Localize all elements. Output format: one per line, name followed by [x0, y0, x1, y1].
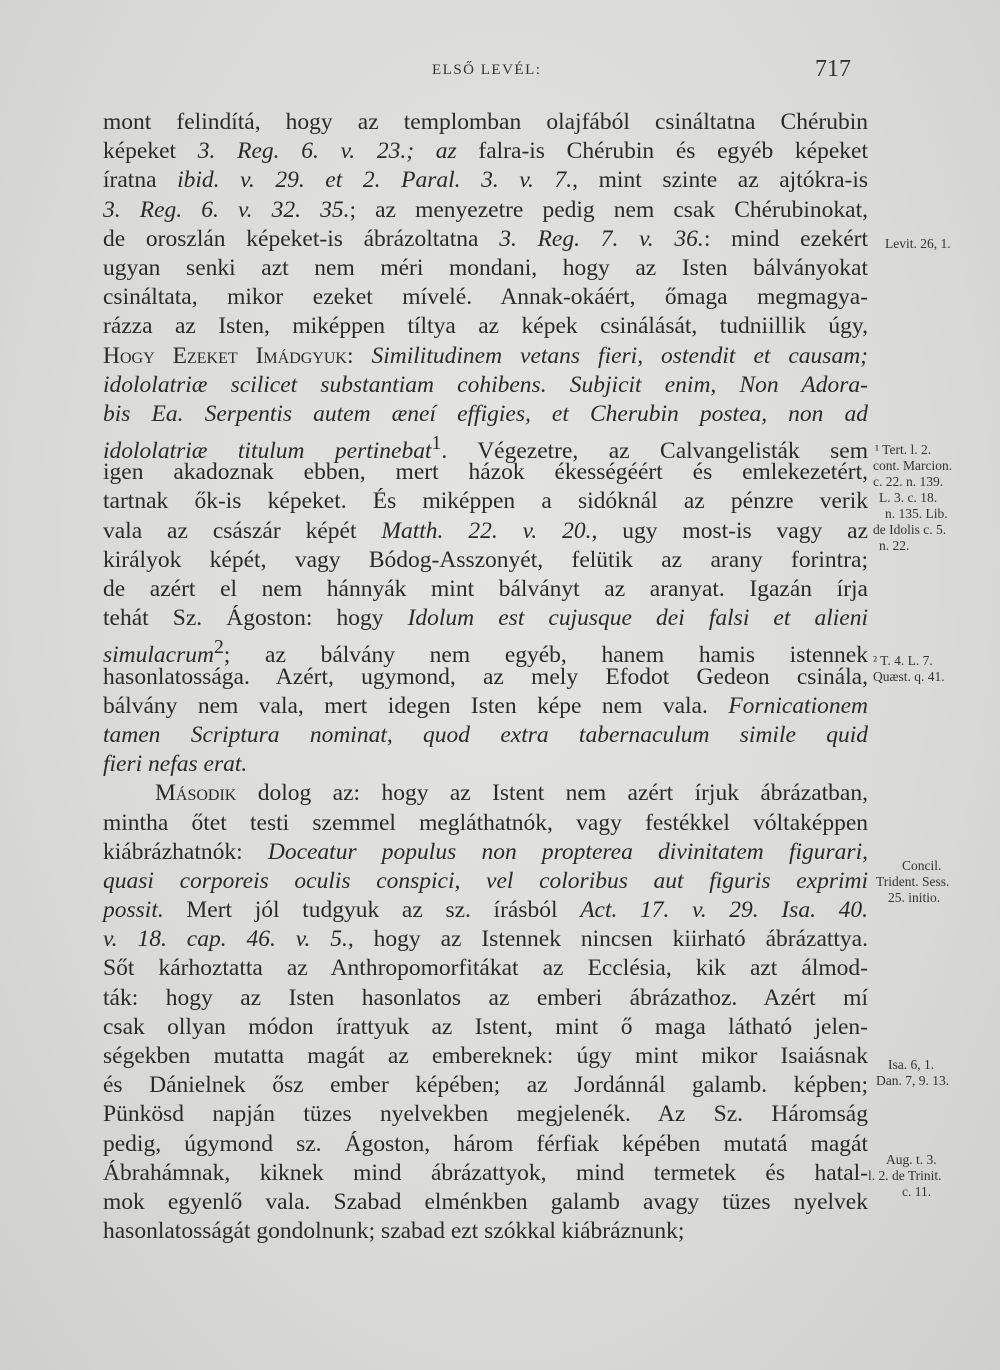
latin-citation: ibid. v. 29. et 2. Paral. 3. v. 7. — [177, 167, 573, 194]
text-line — [103, 1130, 868, 1159]
text-run: de oroszlán képeket-is ábrázoltatna — [103, 225, 500, 252]
text-line — [103, 400, 868, 429]
margin-note-line: ¹ Tert. l. 2. — [875, 442, 932, 457]
text-run: ugyan senki azt nem méri mondani, hogy az Isten bálványokat — [103, 254, 868, 281]
margin-note-line: c. 11. — [902, 1184, 932, 1199]
footnote-marker: 1 — [431, 433, 442, 455]
text-line — [103, 1100, 868, 1129]
text-run: . Végezetre, az Calvangelisták sem — [441, 437, 868, 464]
margin-note — [876, 858, 949, 906]
text-run: pedig, úgymond sz. Ágoston, három férfiak képében mutatá magát — [103, 1130, 868, 1157]
text-run — [354, 343, 372, 369]
margin-note-line: ² T. 4. L. 7. — [873, 653, 933, 668]
text-run: bálvány nem vala, mert idegen Isten képe nem vala. — [103, 692, 729, 719]
margin-note-line: Aug. t. 3. — [886, 1152, 937, 1167]
latin-citation: 3. Reg. 6. v. 32. 35. — [103, 196, 350, 223]
text-run: mintha őtet testi szemmel megláthatnók, vagy festékkel vóltaképpen — [103, 809, 868, 836]
footnote-marker: 2 — [213, 637, 224, 659]
text-line — [103, 896, 868, 925]
margin-note-line: Dan. 7, 9. 13. — [876, 1073, 950, 1088]
text-run: , mint szinte az ajtókra-is — [572, 167, 868, 194]
margin-note — [868, 1152, 942, 1200]
text-line — [103, 867, 868, 896]
text-run: csak ollyan módon írattyuk az Istent, mint ő maga látható jelen- — [103, 1013, 868, 1040]
latin-citation: idololatriæ titulum pertinebat — [103, 437, 432, 464]
text-line — [103, 166, 868, 195]
text-run: ták: hogy az Isten hasonlatos az emberi ábrázathoz. Azért mí — [103, 984, 868, 1011]
text-run: rázza az Isten, miképpen tíltya az képek csinálását, tudniillik úgy, — [103, 313, 868, 340]
page-number: 717 — [815, 56, 851, 82]
latin-citation: v. 18. cap. 46. v. 5. — [103, 926, 348, 953]
text-run: hasonlatossága. Azért, ugymond, az mely Efodot Gedeon csinála, — [103, 663, 868, 690]
text-line — [103, 692, 868, 721]
latin-citation: 3. Reg. 7. v. 36. — [499, 225, 704, 252]
latin-citation: Doceatur populus non propterea divinitatem figurari, — [267, 838, 868, 865]
latin-citation: fieri nefas erat. — [103, 751, 248, 778]
text-line — [103, 1159, 868, 1188]
margin-note-line: de Idolis c. 5. — [873, 522, 947, 537]
text-line — [103, 1071, 868, 1100]
text-line — [103, 750, 868, 779]
text-line — [103, 517, 868, 546]
margin-note-line: Concil. — [902, 858, 942, 873]
margin-note-line: n. 22. — [879, 538, 910, 553]
text-line — [103, 925, 868, 954]
running-title: ELSŐ LEVÉL: — [432, 62, 542, 78]
margin-note-line: cont. Marcion. — [873, 458, 953, 473]
text-run: királyok képét, vagy Bódog-Asszonyét, felütik az arany forintra; — [103, 546, 868, 573]
text-line — [103, 458, 868, 487]
text-run: igen akadoznak ebben, mert házok ékességéért és emlekezetért, — [103, 459, 868, 486]
text-run: hasonlatosságát gondolnunk; szabad ezt szókkal kiábráznunk; — [103, 1218, 685, 1245]
text-run: : mind ezekért — [703, 225, 868, 252]
text-line — [103, 1188, 868, 1217]
text-line — [103, 312, 868, 341]
text-line — [103, 1217, 868, 1246]
margin-note — [873, 442, 952, 554]
latin-citation: bis Ea. Serpentis autem æneí effigies, et Cherubin postea, non ad — [103, 400, 868, 427]
text-run: Sőt kárhoztatta az Anthropomorfitákat az Ecclésia, kik azt álmod- — [103, 955, 868, 982]
text-run: Mert jól tudgyuk az sz. írásból — [163, 897, 581, 924]
text-line — [103, 838, 868, 867]
text-run: képeket — [103, 138, 198, 165]
margin-note-line: Quæst. q. 41. — [873, 669, 945, 684]
margin-note-line: Isa. 6, 1. — [888, 1057, 935, 1072]
margin-note-line: l. 2. de Trinit. — [868, 1168, 942, 1183]
text-line — [103, 108, 868, 137]
text-run: Ábrahámnak, kiknek mind ábrázattyok, mind termetek és hatal- — [103, 1159, 868, 1186]
text-run: Pünkösd napján tüzes nyelvekben megjelenék. Az Sz. Háromság — [103, 1101, 868, 1128]
text-run: íratna — [103, 167, 178, 194]
latin-citation: Similitudinem vetans fieri, ostendit et causam; — [371, 342, 868, 369]
margin-note-line: Levit. 26, 1. — [885, 236, 951, 251]
text-line — [103, 984, 868, 1013]
text-run — [716, 372, 739, 398]
margin-note-line: 25. initio. — [888, 890, 941, 905]
text-run: , hogy az Istennek nincsen kiirható ábrázattya. — [347, 926, 868, 953]
text-line — [103, 779, 868, 808]
margin-note-line: L. 3. c. 18. — [879, 490, 938, 505]
text-line — [103, 721, 868, 750]
text-line — [103, 225, 868, 254]
text-line — [103, 283, 868, 312]
text-line — [103, 604, 868, 633]
text-line — [103, 429, 868, 464]
margin-note-line: c. 22. n. 139. — [873, 474, 944, 489]
latin-citation: idololatriæ scilicet substantiam cohibens. Subjicit enim, — [103, 371, 717, 398]
text-line — [103, 196, 868, 225]
text-run: vala az császár képét — [103, 517, 382, 544]
text-line — [103, 371, 868, 400]
text-line — [103, 137, 868, 166]
text-run: falra-is Chérubin és egyéb képeket — [456, 138, 869, 165]
margin-note-line: Trident. Sess. — [876, 874, 950, 889]
latin-citation: Non Adora- — [739, 371, 868, 398]
margin-note — [885, 236, 951, 252]
text-line — [103, 809, 868, 838]
latin-citation: Idolum est cujusque dei falsi et alieni — [407, 605, 868, 632]
text-run: de azért el nem hánnyák mint bálványt az aranyat. Igazán írja — [103, 576, 868, 602]
latin-citation: possit. — [103, 897, 164, 924]
margin-note — [873, 653, 945, 685]
latin-citation: Fornicationem — [728, 692, 868, 719]
body-text — [103, 108, 868, 1246]
latin-citation: simulacrum — [103, 642, 214, 669]
text-line — [103, 487, 868, 516]
text-line — [103, 1013, 868, 1042]
text-run: ; az bálvány nem egyéb, hanem hamis istennek — [223, 642, 868, 669]
text-line — [103, 633, 868, 669]
text-run: , ugy most-is vagy az — [591, 517, 868, 544]
text-run: csináltata, mikor ezeket mívelé. Annak-okáért, őmaga megmagya- — [103, 284, 868, 311]
text-line — [103, 954, 868, 983]
text-line — [103, 663, 868, 692]
text-run: tartnak ők-is képeket. És miképpen a sidóknál az pénzre verik — [103, 488, 868, 515]
latin-citation: Matth. 22. v. 20. — [381, 517, 592, 544]
text-line — [103, 546, 868, 575]
text-run: és Dánielnek ősz ember képében; az Jordánnál galamb. képben; — [103, 1072, 868, 1099]
text-run: kiábrázhatnók: — [103, 838, 268, 865]
latin-citation: 3. Reg. 6. v. 23.; az — [197, 138, 457, 165]
small-caps-text: Második — [155, 780, 237, 807]
latin-citation: Act. 17. v. 29. Isa. 40. — [580, 897, 868, 924]
text-line — [103, 254, 868, 283]
small-caps-text: Hogy Ezeket Imádgyuk: — [103, 342, 354, 369]
text-run: dolog az: hogy az Istent nem azért írjuk ábrázatban, — [236, 780, 868, 807]
text-run: mont felindítá, hogy az templomban olajfából csináltatna Chérubin — [103, 109, 868, 135]
text-run: ségekben mutatta magát az embereknek: úgy mint mikor Isaiásnak — [103, 1043, 868, 1069]
text-line — [103, 342, 868, 371]
margin-note-line: n. 135. Lib. — [885, 506, 948, 521]
text-line — [103, 575, 868, 604]
latin-citation: tamen Scriptura nominat, quod extra tabernaculum simile quid — [103, 721, 868, 748]
latin-citation: quasi corporeis oculis conspici, vel coloribus aut figuris exprimi — [103, 867, 868, 894]
text-run: tehát Sz. Ágoston: hogy — [103, 605, 408, 632]
text-run: ; az menyezetre pedig nem csak Chérubinokat, — [349, 196, 868, 223]
margin-note — [876, 1057, 949, 1089]
text-run: mok egyenlő vala. Szabad elménkben galamb avagy tüzes nyelvek — [103, 1188, 868, 1215]
text-line — [103, 1042, 868, 1071]
